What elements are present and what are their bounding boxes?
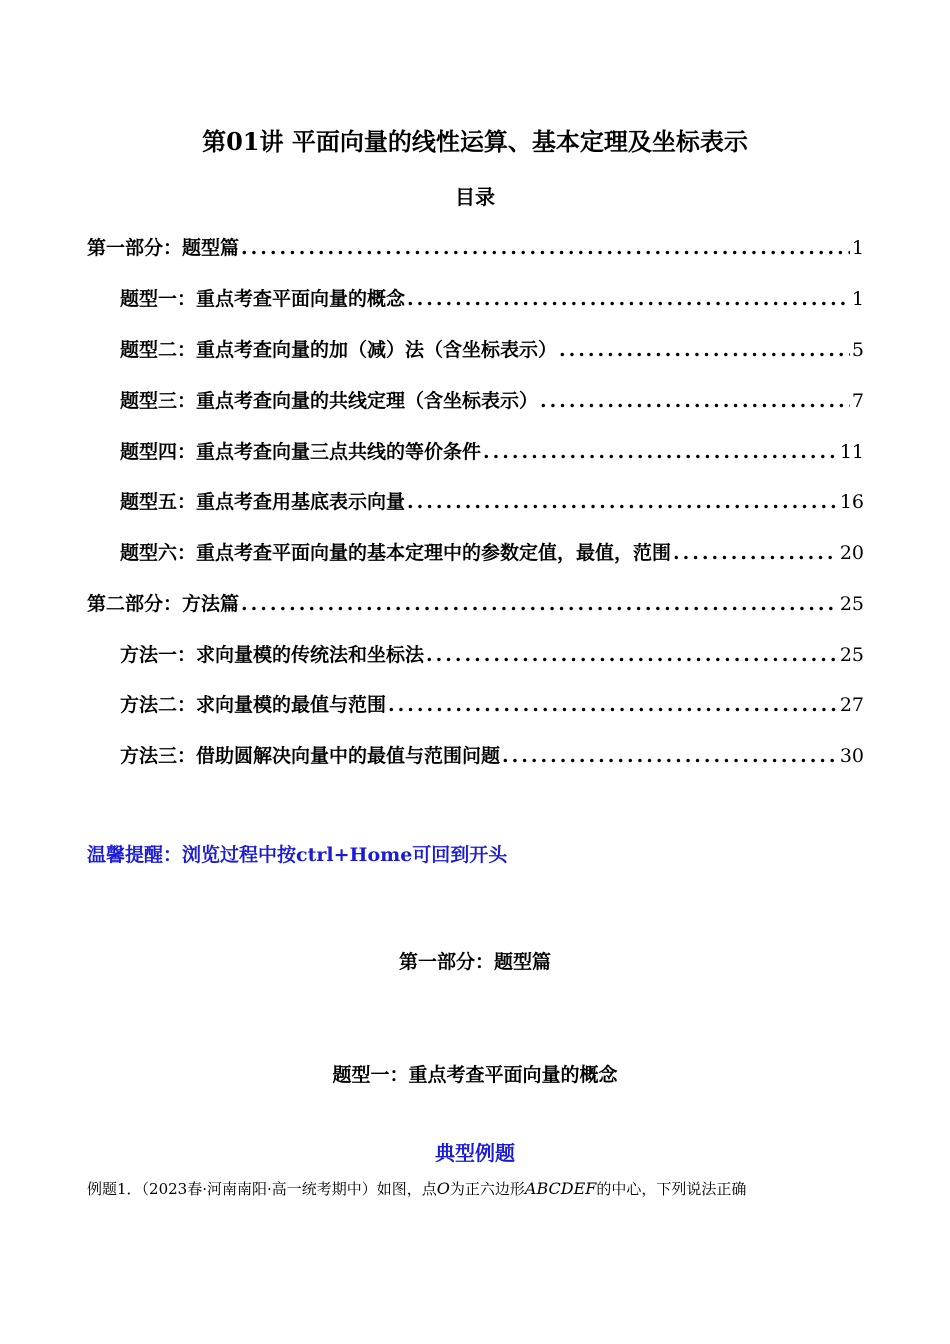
toc-entry-label: 题型二：重点考查向量的加（减）法（含坐标表示）: [120, 339, 558, 361]
document-title: 第01讲 平面向量的线性运算、基本定理及坐标表示: [202, 127, 748, 156]
toc-leader-dots: [540, 386, 850, 416]
part-heading: 第一部分：题型篇: [398, 951, 551, 973]
toc-entry-type-one[interactable]: [120, 284, 864, 314]
toc-entry-label: 方法二：求向量模的最值与范围: [120, 694, 387, 716]
math-hexagon-name: ABCDEF: [524, 1179, 597, 1198]
toc-leader-dots: [407, 284, 850, 314]
toc-leader-dots: [502, 741, 838, 771]
toc-entry-part-two[interactable]: [87, 589, 864, 619]
reminder-tip: 温馨提醒：浏览过程中按ctrl+Home可回到开头: [87, 844, 508, 866]
toc-entry-page: 5: [851, 339, 864, 361]
toc-entry-label: 题型六：重点考查平面向量的基本定理中的参数定值，最值，范围: [120, 542, 672, 564]
toc-entry-label: 方法一：求向量模的传统法和坐标法: [120, 644, 425, 666]
toc-entry-page: 30: [839, 745, 864, 767]
math-point-o: O: [436, 1179, 450, 1198]
toc-entry-type-three[interactable]: [120, 386, 864, 416]
toc-leader-dots: [241, 233, 850, 263]
toc-entry-label: 题型三：重点考查向量的共线定理（含坐标表示）: [120, 390, 539, 412]
example-suffix: 的中心，下列说法正确: [596, 1180, 747, 1198]
toc-entry-label: 题型四：重点考查向量三点共线的等价条件: [120, 441, 482, 463]
toc-entry-label: 第二部分：方法篇: [87, 593, 240, 615]
toc-leader-dots: [559, 335, 850, 365]
toc-entry-label: 题型一：重点考查平面向量的概念: [120, 288, 406, 310]
toc-entry-page: 20: [839, 542, 864, 564]
toc-entry-method-one[interactable]: [120, 640, 864, 670]
toc-entry-type-four[interactable]: [120, 437, 864, 467]
toc-entry-method-three[interactable]: [120, 741, 864, 771]
toc-entry-type-two[interactable]: [120, 335, 864, 365]
toc-entry-type-five[interactable]: [120, 487, 864, 517]
toc-entry-part-one[interactable]: [87, 233, 864, 263]
toc-entry-label: 第一部分：题型篇: [87, 237, 240, 259]
example-question: [87, 1176, 746, 1202]
toc-entry-method-two[interactable]: [120, 690, 864, 720]
toc-entry-label: 题型五：重点考查用基底表示向量: [120, 491, 406, 513]
toc-entry-type-six[interactable]: [120, 538, 864, 568]
example-prefix: 例题1．（2023春·河南南阳·高一统考期中）如图，点: [87, 1180, 437, 1198]
toc-leader-dots: [407, 487, 838, 517]
toc-entry-page: 25: [839, 593, 864, 615]
toc-entry-page: 25: [839, 644, 864, 666]
type-heading: 题型一：重点考查平面向量的概念: [332, 1064, 618, 1086]
toc-leader-dots: [388, 690, 838, 720]
toc-heading: 目录: [455, 185, 495, 209]
toc-entry-page: 1: [851, 288, 864, 310]
toc-leader-dots: [673, 538, 838, 568]
example-middle: 为正六边形: [449, 1180, 525, 1198]
toc-entry-page: 27: [839, 694, 864, 716]
toc-entry-label: 方法三：借助圆解决向量中的最值与范围问题: [120, 745, 501, 767]
toc-leader-dots: [241, 589, 838, 619]
toc-entry-page: 7: [851, 390, 864, 412]
toc-leader-dots: [426, 640, 838, 670]
example-heading: 典型例题: [435, 1141, 515, 1165]
toc-entry-page: 11: [839, 441, 864, 463]
toc-entry-page: 1: [851, 237, 864, 259]
toc-leader-dots: [483, 437, 838, 467]
toc-entry-page: 16: [839, 491, 864, 513]
